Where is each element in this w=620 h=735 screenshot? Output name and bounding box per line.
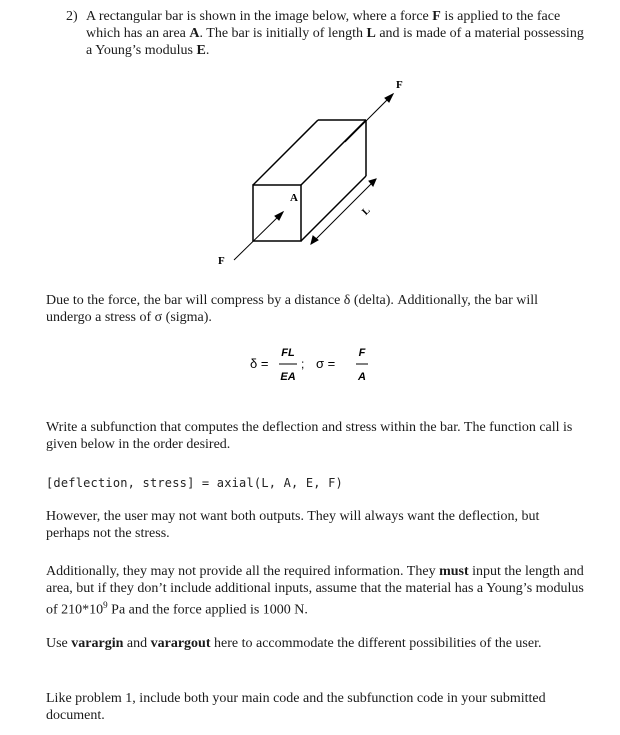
edge-bottom-right [301, 176, 366, 241]
question-text-end: . [205, 43, 210, 58]
code-function-call: [deflection, stress] = axial(L, A, E, F) [46, 476, 343, 490]
inputs-exponent: 9 [103, 600, 108, 610]
inputs-post2: Pa and the force applied is 1000 N. [107, 602, 308, 618]
label-A: A [290, 192, 298, 204]
delta-numerator: FL [281, 347, 295, 359]
question-text-mid1: is applied to the face which has an area [86, 9, 561, 41]
paragraph-delta: Due to the force, the bar will compress by a distance δ (delta). Additionally, the bar will undergo a stress of σ (sigma). [46, 293, 539, 325]
paragraph-subfunction: Write a subfunction that computes the deflection and stress within the bar. The function call is given below in the order desired. [46, 420, 573, 452]
sigma-denominator: A [358, 371, 366, 383]
bar-diagram [195, 72, 425, 272]
bold-varargout: varargout [150, 636, 211, 651]
question-text-pre: A rectangular bar is shown in the image below, where a force [86, 9, 433, 24]
sigma-numerator: F [358, 347, 366, 359]
label-L: L [360, 205, 373, 218]
bold-F: F [432, 9, 441, 24]
inputs-pre: Additionally, they may not provide all the required information. They [46, 564, 440, 579]
label-F-top: F [396, 79, 403, 91]
bold-A: A [189, 26, 200, 41]
paragraph-inputs [46, 563, 586, 619]
paragraph-outputs: However, the user may not want both outputs. They will always want the deflection, but perhaps not the stress. [46, 509, 540, 541]
inputs-post1: input the length and area, but if they don’t include additional inputs, assume that the material has a Young’s modulus of 210*10 [46, 564, 584, 618]
label-F-bottom: F [218, 255, 225, 267]
varargin-pre: Use [46, 636, 72, 651]
delta-symbol: δ = [250, 356, 269, 371]
paragraph-varargin [46, 635, 586, 652]
paragraph-problem1: Like problem 1, include both your main code and the subfunction code in your submitted document. [46, 691, 546, 723]
edge-top-left [253, 120, 318, 185]
bold-E: E [196, 43, 206, 58]
question-text [86, 8, 586, 59]
varargin-post: here to accommodate the different possibilities of the user. [210, 636, 542, 651]
question-text-mid2: . The bar is initially of length [199, 26, 367, 41]
sigma-symbol: σ = [316, 356, 336, 371]
edge-top-right [301, 120, 366, 185]
varargin-mid: and [123, 636, 151, 651]
delta-denominator: EA [280, 371, 296, 383]
force-line-top [345, 94, 393, 142]
equation-separator: ; [301, 357, 305, 371]
equations [250, 342, 390, 392]
bold-must: must [439, 564, 469, 579]
question-text-mid3: and is made of a material possessing a Young’s modulus [86, 26, 584, 58]
force-line-bottom [234, 212, 283, 260]
length-arrowhead-lower [311, 236, 318, 244]
bar-figure [195, 72, 425, 272]
question-number: 2) [66, 9, 78, 24]
bold-varargin: varargin [71, 636, 124, 651]
equations-svg [250, 342, 390, 392]
bold-L: L [366, 26, 376, 41]
